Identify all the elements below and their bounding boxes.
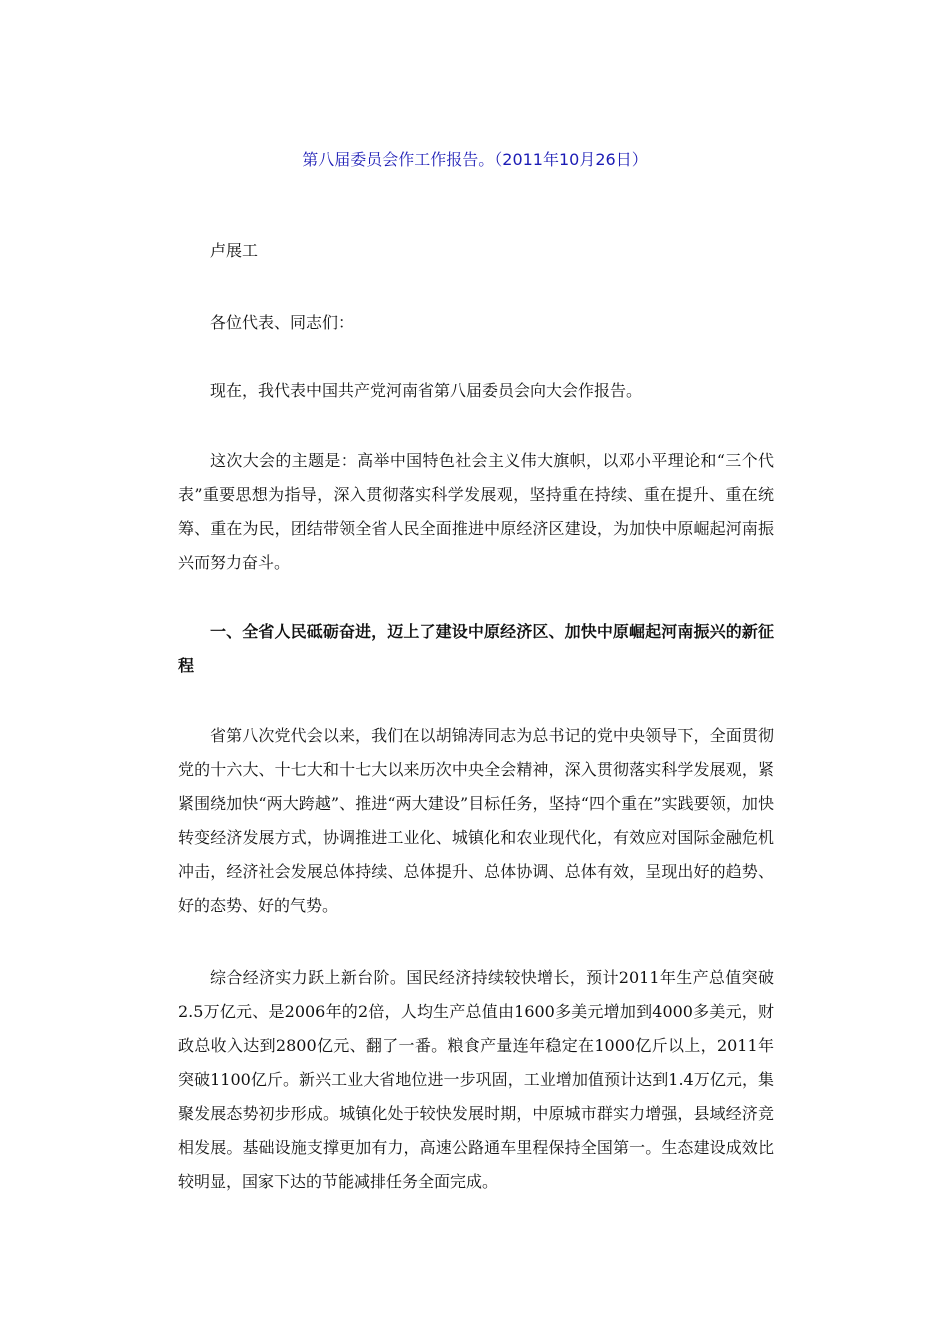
body-paragraph: 综合经济实力跃上新台阶。国民经济持续较快增长，预计2011年生产总值突破2.5万亿元、是2006年的2倍，人均生产总值由1600多美元增加到4000多美元，财政总收入达到2800亿元、翻了一番。粮食产量连年稳定在1000亿斤以上，2011年突破1100亿斤。新兴工业大省地位进一步巩固，工业增加值预计达到1.4万亿元，集聚发展态势初步形成。城镇化处于较快发展时期，中原城市群实力增强，县域经济竞相发展。基础设施支撑更加有力，高速公路通车里程保持全国第一。生态建设成效比较明显，国家下达的节能减排任务全面完成。 xyxy=(178,968,774,1191)
theme-paragraph: 这次大会的主题是：高举中国特色社会主义伟大旗帜，以邓小平理论和“三个代表”重要思想为指导，深入贯彻落实科学发展观，坚持重在持续、重在提升、重在统筹、重在为民，团结带领全省人民全面推进中原经济区建设，为加快中原崛起河南振兴而努力奋斗。 xyxy=(178,451,774,572)
section-heading: 一、全省人民砥砺奋进，迈上了建设中原经济区、加快中原崛起河南振兴的新征程 xyxy=(178,622,774,675)
greeting-paragraph: 各位代表、同志们： xyxy=(210,313,355,332)
author-name: 卢展工 xyxy=(210,241,259,260)
body-paragraph: 省第八次党代会以来，我们在以胡锦涛同志为总书记的党中央领导下，全面贯彻党的十六大、十七大和十七大以来历次中央全会精神，深入贯彻落实科学发展观，紧紧围绕加快“两大跨越”、推进“两大建设”目标任务，坚持“四个重在”实践要领，加快转变经济发展方式，协调推进工业化、城镇化和农业现代化，有效应对国际金融危机冲击，经济社会发展总体持续、总体提升、总体协调、总体有效，呈现出好的趋势、好的态势、好的气势。 xyxy=(178,726,774,915)
document-title: 第八届委员会作工作报告。（2011年10月26日） xyxy=(302,150,648,169)
intro-paragraph: 现在，我代表中国共产党河南省第八届委员会向大会作报告。 xyxy=(210,381,643,400)
